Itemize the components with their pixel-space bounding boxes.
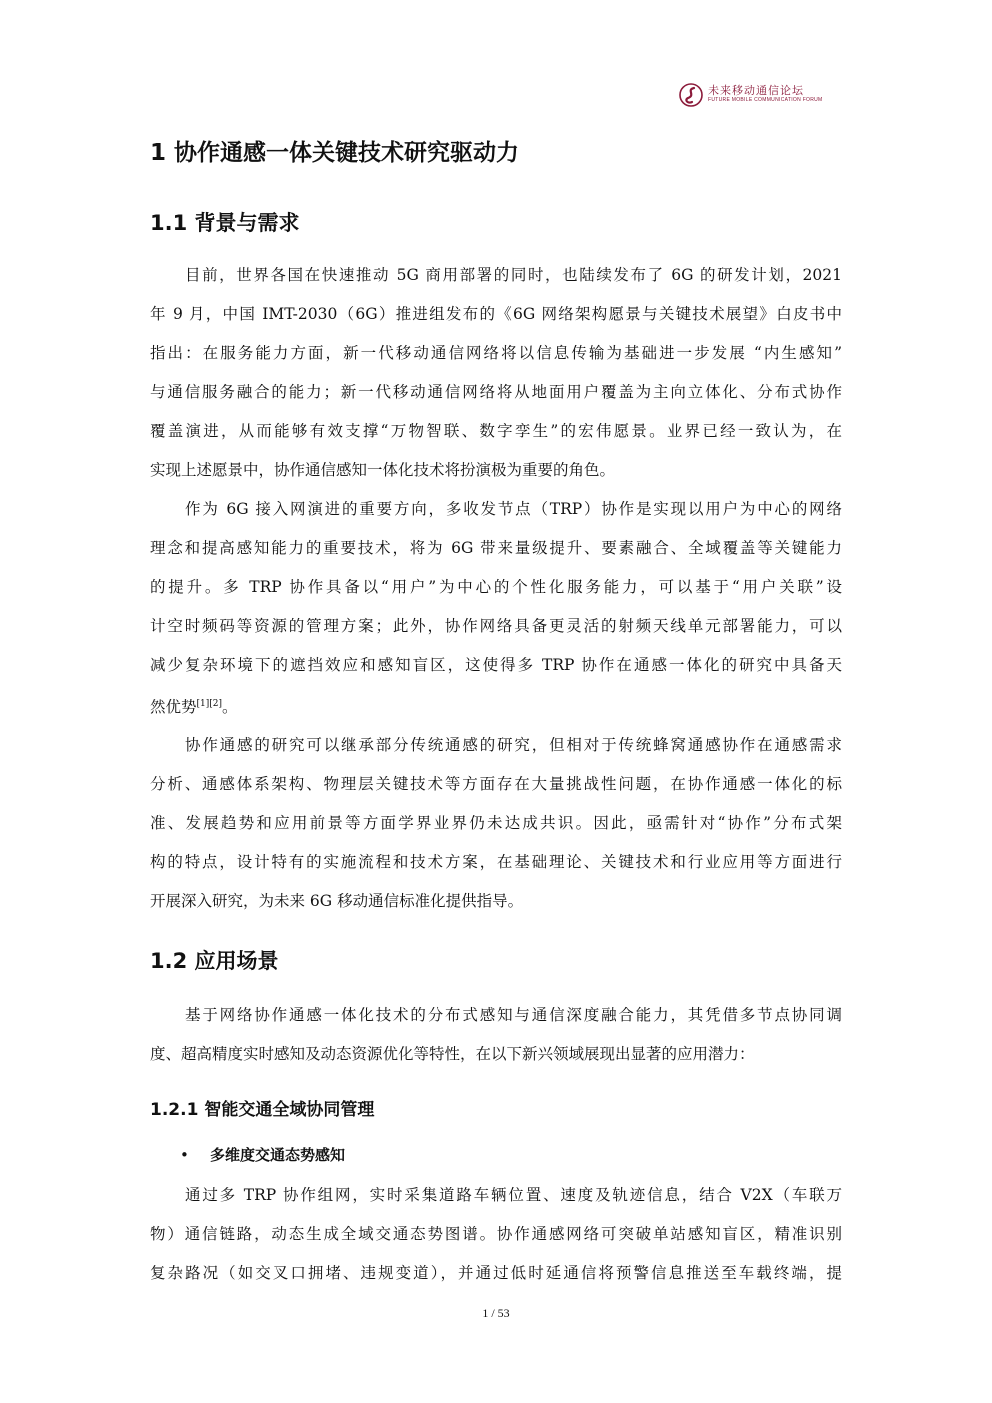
text-line: 通过多 TRP 协作组网，实时采集道路车辆位置、速度及轨迹信息，结合 V2X（车联万 <box>185 1186 842 1204</box>
logo-text: 未来移动通信论坛 <box>708 84 804 97</box>
text-line: 年 9 月，中国 IMT-2030（6G）推进组发布的《6G 网络架构愿景与关键技术展望》白皮书中 <box>150 305 842 323</box>
section-1-heading: 1 协作通感一体关键技术研究驱动力 <box>150 140 520 166</box>
text-line: 作为 6G 接入网演进的重要方向，多收发节点（TRP）协作是实现以用户为中心的网络 <box>185 500 842 518</box>
text-line: 准、发展趋势和应用前景等方面学界业界仍未达成共识。因此，亟需针对“协作”分布式架 <box>150 814 842 832</box>
text-line: 与通信服务融合的能力；新一代移动通信网络将从地面用户覆盖为主向立体化、分布式协作 <box>150 383 842 401</box>
text-line: 构的特点，设计特有的实施流程和技术方案，在基础理论、关键技术和行业应用等方面进行 <box>150 853 842 871</box>
bullet-label: 多维度交通态势感知 <box>210 1146 346 1164</box>
text-line: 理念和提高感知能力的重要技术，将为 6G 带来量级提升、要素融合、全域覆盖等关键能力 <box>150 539 842 557</box>
logo-subtext: FUTURE MOBILE COMMUNICATION FORUM <box>708 97 823 103</box>
bullet-item <box>180 1144 345 1165</box>
forum-logo <box>678 80 828 110</box>
page-number: 1 / 53 <box>482 1306 510 1320</box>
bullet-icon: • <box>180 1146 189 1164</box>
text-line: 的提升。多 TRP 协作具备以“用户”为中心的个性化服务能力，可以基于“用户关联”设 <box>150 578 842 596</box>
text-line: 分析、通感体系架构、物理层关键技术等方面存在大量挑战性问题，在协作通感一体化的标 <box>150 775 842 793</box>
text-line: 覆盖演进，从而能够有效支撑“万物智联、数字孪生”的宏伟愿景。业界已经一致认为，在 <box>150 422 842 440</box>
text-line: 基于网络协作通感一体化技术的分布式感知与通信深度融合能力，其凭借多节点协同调 <box>185 1006 842 1024</box>
text-line: 计空时频码等资源的管理方案；此外，协作网络具备更灵活的射频天线单元部署能力，可以 <box>150 617 842 635</box>
text-line: 度、超高精度实时感知及动态资源优化等特性，在以下新兴领域展现出显著的应用潜力： <box>150 1045 755 1063</box>
text-line: 开展深入研究，为未来 6G 移动通信标准化提供指导。 <box>150 892 524 910</box>
text-line: 实现上述愿景中，协作通信感知一体化技术将扮演极为重要的角色。 <box>150 461 616 479</box>
text-line: 指出：在服务能力方面，新一代移动通信网络将以信息传输为基础进一步发展 “内生感知” <box>150 344 842 362</box>
text-segment: 。 <box>222 698 238 717</box>
text-line: 减少复杂环境下的遮挡效应和感知盲区，这使得多 TRP 协作在通感一体化的研究中具备天 <box>150 656 842 674</box>
citation-ref[interactable]: [1][2] <box>196 699 223 709</box>
text-line: 物）通信链路，动态生成全域交通态势图谱。协作通感网络可突破单站感知盲区，精准识别 <box>150 1225 842 1243</box>
text-line: 协作通感的研究可以继承部分传统通感的研究，但相对于传统蜂窝通感协作在通感需求 <box>185 736 842 754</box>
text-segment: 然优势 <box>150 698 197 717</box>
text-line: 目前，世界各国在快速推动 5G 商用部署的同时，也陆续发布了 6G 的研发计划，2021 <box>185 266 842 284</box>
section-1-2-heading: 1.2 应用场景 <box>150 949 279 973</box>
section-1-2-1-heading: 1.2.1 智能交通全域协同管理 <box>150 1100 375 1120</box>
text-line <box>150 694 842 717</box>
section-1-1-heading: 1.1 背景与需求 <box>150 211 300 235</box>
forum-logo-icon <box>678 82 704 108</box>
text-line: 复杂路况（如交叉口拥堵、违规变道），并通过低时延通信将预警信息推送至车载终端，提 <box>150 1264 842 1282</box>
